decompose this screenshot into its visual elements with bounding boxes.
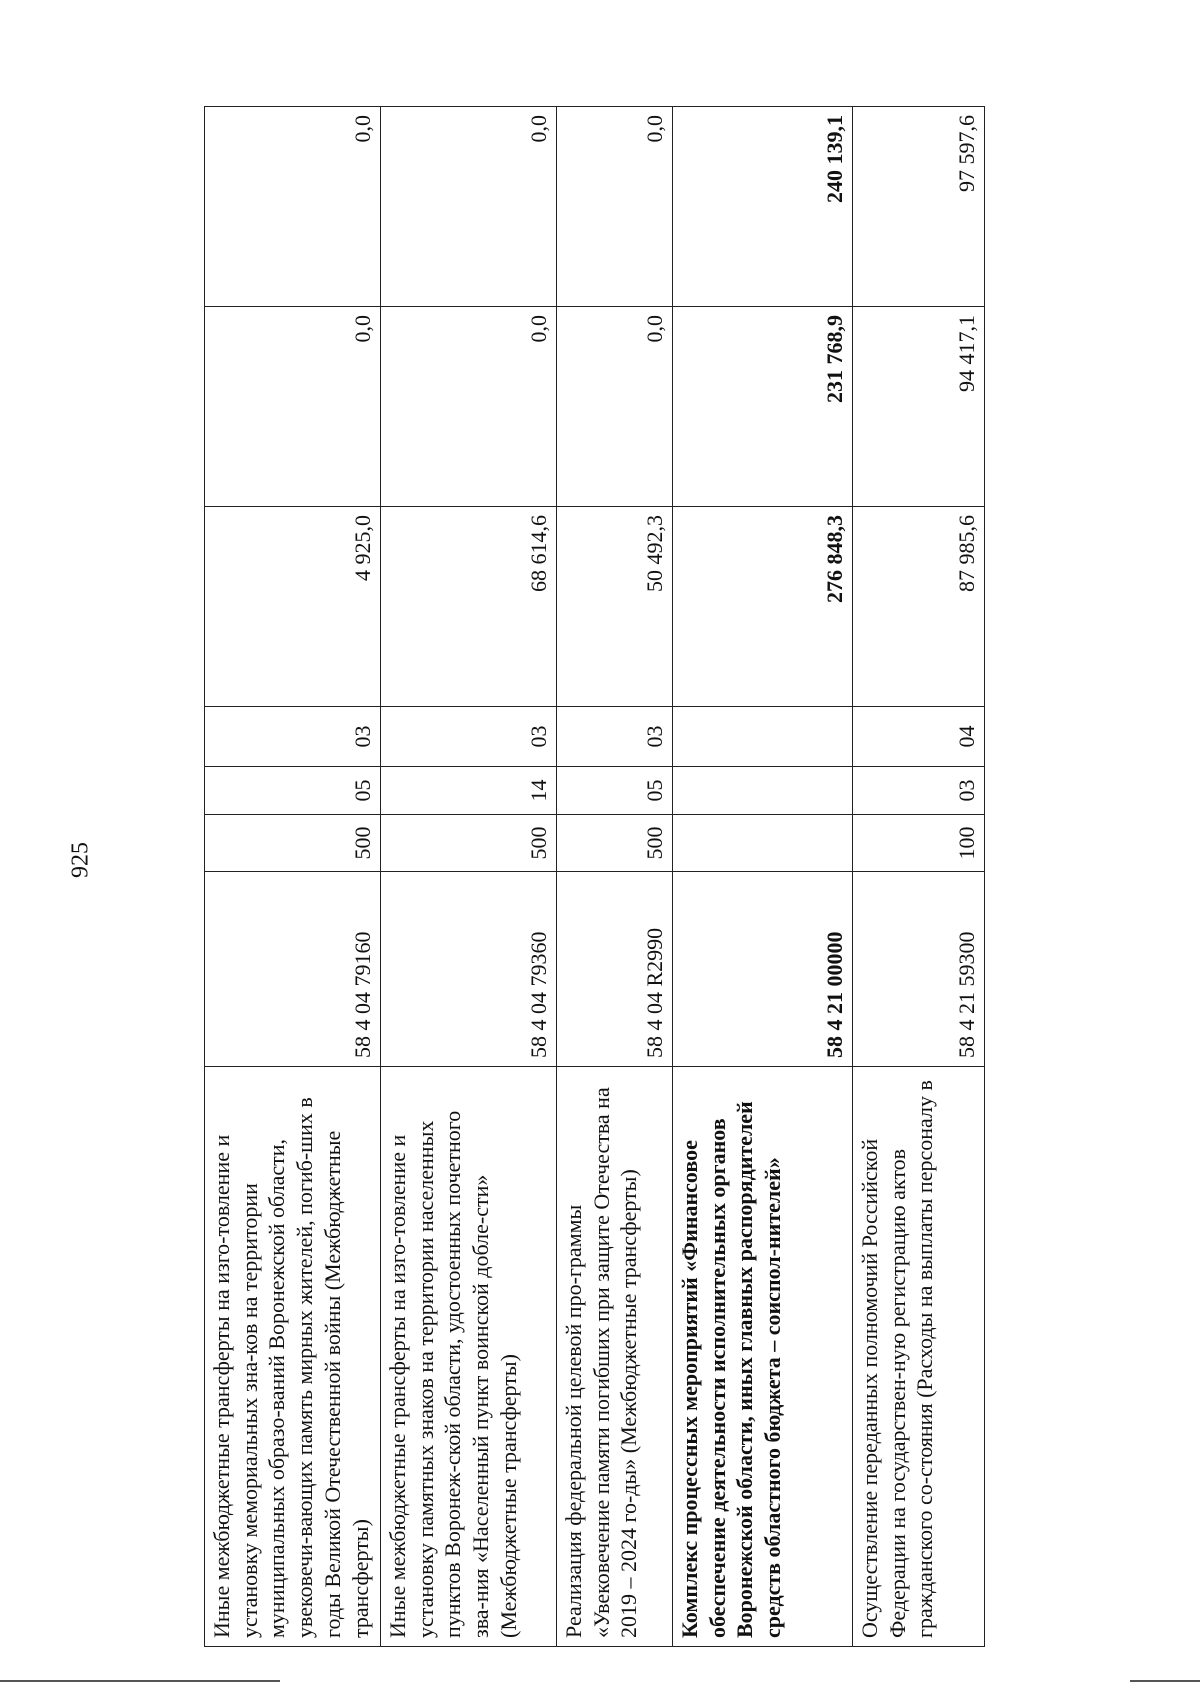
amount-year-2: 231 768,9 [673, 307, 853, 507]
target-article-code: 58 4 04 R2990 [557, 872, 673, 1067]
amount-year-3: 0,0 [381, 107, 557, 307]
amount-year-2: 0,0 [381, 307, 557, 507]
subsection-code [673, 707, 853, 767]
budget-table [204, 106, 985, 1647]
section-code: 03 [853, 767, 985, 815]
expense-type-code: 500 [205, 815, 381, 872]
amount-year-2: 0,0 [557, 307, 673, 507]
section-code [673, 767, 853, 815]
expense-type-code: 100 [853, 815, 985, 872]
row-description: Комплекс процессных мероприятий «Финансовое обеспечение деятельности исполнительных органов Воронежской области, иных главных распорядителей средств областного бюджета – соиспол-нителей» [673, 1067, 853, 1647]
amount-year-3: 97 597,6 [853, 107, 985, 307]
subsection-code: 03 [205, 707, 381, 767]
table-row [205, 107, 381, 1647]
amount-year-3: 240 139,1 [673, 107, 853, 307]
page-bottom-rule [1130, 1680, 1200, 1682]
budget-table-rotated [204, 107, 984, 1647]
expense-type-code: 500 [381, 815, 557, 872]
target-article-code: 58 4 21 59300 [853, 872, 985, 1067]
subsection-code: 03 [381, 707, 557, 767]
row-description: Иные межбюджетные трансферты на изго-товление и установку мемориальных зна-ков на территории муниципальных образо-ваний Воронежской области, увековечи-вающих память мирных жителей, погиб-ших в годы Великой Отечественной войны (Межбюджетные трансферты) [205, 1067, 381, 1647]
subsection-code: 03 [557, 707, 673, 767]
target-article-code: 58 4 04 79360 [381, 872, 557, 1067]
table-row [673, 107, 853, 1647]
amount-year-1: 276 848,3 [673, 507, 853, 707]
amount-year-3: 0,0 [205, 107, 381, 307]
section-code: 14 [381, 767, 557, 815]
page-number: 925 [67, 842, 94, 878]
table-row [381, 107, 557, 1647]
table-row [853, 107, 985, 1647]
amount-year-1: 68 614,6 [381, 507, 557, 707]
section-code: 05 [557, 767, 673, 815]
page-bottom-rule [0, 1680, 280, 1682]
table-row [557, 107, 673, 1647]
amount-year-1: 50 492,3 [557, 507, 673, 707]
row-description: Иные межбюджетные трансферты на изго-товление и установку памятных знаков на территории населенных пунктов Воронеж-ской области, удостоенных почетного зва-ния «Населенный пункт воинской добле-сти» (Межбюджетные трансферты) [381, 1067, 557, 1647]
row-description: Реализация федеральной целевой про-граммы «Увековечение памяти погибших при защите Отечества на 2019 – 2024 го-ды» (Межбюджетные трансферты) [557, 1067, 673, 1647]
amount-year-1: 4 925,0 [205, 507, 381, 707]
amount-year-2: 94 417,1 [853, 307, 985, 507]
amount-year-3: 0,0 [557, 107, 673, 307]
target-article-code: 58 4 04 79160 [205, 872, 381, 1067]
amount-year-2: 0,0 [205, 307, 381, 507]
target-article-code: 58 4 21 00000 [673, 872, 853, 1067]
row-description: Осуществление переданных полномочий Российской Федерации на государствен-ную регистрацию актов гражданского со-стояния (Расходы на выплаты персоналу в [853, 1067, 985, 1647]
amount-year-1: 87 985,6 [853, 507, 985, 707]
subsection-code: 04 [853, 707, 985, 767]
section-code: 05 [205, 767, 381, 815]
expense-type-code: 500 [557, 815, 673, 872]
expense-type-code [673, 815, 853, 872]
